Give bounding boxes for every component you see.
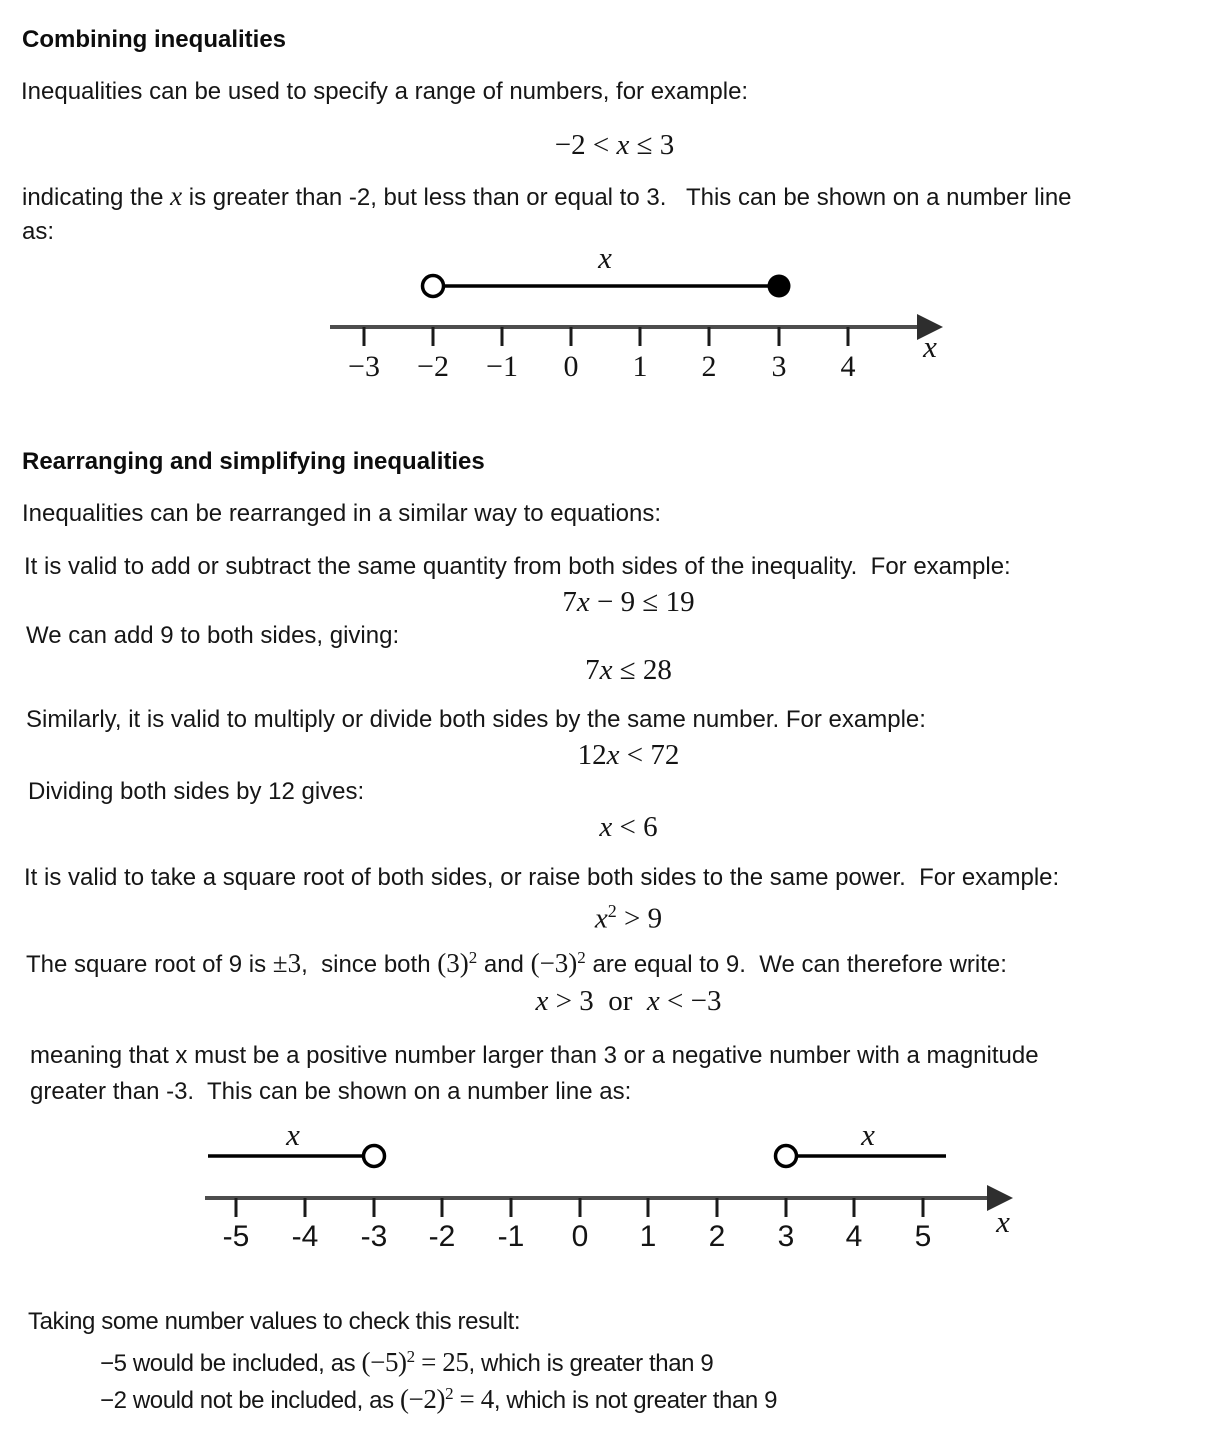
paragraph-indicating xyxy=(22,180,1072,214)
paragraph-indicating-cont: as: xyxy=(22,218,55,245)
formula-x-squared-gt-9 xyxy=(14,893,1229,937)
paragraph-square-root xyxy=(26,942,1007,981)
tick-label: 5 xyxy=(914,1220,932,1253)
math-segment: > 3 or xyxy=(548,985,647,1017)
math-segment: ≤ 3 xyxy=(629,129,675,161)
math-segment: > 9 xyxy=(616,902,663,935)
open-circle-at-minus-3 xyxy=(364,1146,385,1167)
math-segment: 7 xyxy=(562,586,577,618)
math-var-x: x xyxy=(606,739,620,771)
tick-label: 0 xyxy=(563,350,579,383)
math-segment: 7 xyxy=(585,654,600,686)
math-segment: (−2) xyxy=(399,1384,446,1414)
text-segment: are equal to 9. We can therefore write: xyxy=(585,951,1007,978)
paragraph: It is valid to add or subtract the same quantity from both sides of the inequality. For example: xyxy=(24,553,1011,580)
formula-x-lt-6 xyxy=(14,809,1229,845)
text-segment: , which is not greater than 9 xyxy=(493,1387,778,1414)
tick-label: 1 xyxy=(632,350,648,383)
text-segment: indicating the xyxy=(22,184,171,211)
tick-label: 3 xyxy=(771,350,787,383)
math-segment: = 25 xyxy=(414,1347,469,1377)
formula-7x-minus-9 xyxy=(14,584,1229,620)
tick-label: 4 xyxy=(845,1220,863,1253)
math-segment: < 6 xyxy=(612,811,658,843)
paragraph: We can add 9 to both sides, giving: xyxy=(26,622,400,649)
closed-circle-at-3 xyxy=(768,275,791,298)
number-line-1 xyxy=(325,240,955,385)
paragraph-check-intro: Taking some number values to check this result: xyxy=(28,1308,521,1335)
formula-range xyxy=(0,127,1229,163)
segment-label-x: x xyxy=(598,240,612,275)
axis-label-x: x xyxy=(996,1204,1010,1239)
math-segment: = 4 xyxy=(453,1384,494,1414)
tick-label: -5 xyxy=(222,1220,250,1253)
left-ray-label-x: x xyxy=(286,1117,300,1152)
text-segment: −5 would be included, as xyxy=(100,1350,362,1377)
math-var-x: x xyxy=(616,129,630,161)
open-circle-at-minus-2 xyxy=(423,276,444,297)
text-segment: −2 would not be included, as xyxy=(100,1387,400,1414)
math-superscript: 2 xyxy=(406,1347,415,1366)
paragraph: Similarly, it is valid to multiply or divide both sides by the same number. For example: xyxy=(26,706,926,733)
math-superscript: 2 xyxy=(577,948,586,967)
paragraph: greater than -3. This can be shown on a number line as: xyxy=(30,1078,632,1105)
math-segment: ≤ 28 xyxy=(612,654,672,686)
paragraph: Dividing both sides by 12 gives: xyxy=(28,778,365,805)
math-superscript: 2 xyxy=(607,901,617,921)
open-circle-at-3 xyxy=(776,1146,797,1167)
tick-label: -3 xyxy=(360,1220,388,1253)
math-var-x: x xyxy=(599,811,613,843)
math-segment: (−5) xyxy=(361,1347,407,1377)
section1-heading: Combining inequalities xyxy=(22,26,287,53)
tick-label: −2 xyxy=(417,350,449,383)
text-segment: is greater than -2, but less than or equal to 3. This can be shown on a number line xyxy=(182,184,1072,211)
formula-12x-lt-72 xyxy=(14,737,1229,773)
math-plus-minus-3: ±3 xyxy=(272,948,302,978)
formula-7x-le-28 xyxy=(14,652,1229,688)
tick-label: 3 xyxy=(777,1220,795,1253)
math-segment: < 72 xyxy=(619,739,680,771)
tick-label: -1 xyxy=(497,1220,525,1253)
paragraph-check-minus-5 xyxy=(100,1341,713,1380)
text-segment: , since both xyxy=(301,951,438,978)
math-superscript: 2 xyxy=(468,948,478,967)
paragraph: meaning that x must be a positive number larger than 3 or a negative number with a magnitude xyxy=(30,1042,1039,1069)
paragraph-intro: Inequalities can be used to specify a range of numbers, for example: xyxy=(21,78,749,105)
tick-label: −1 xyxy=(486,350,518,383)
math-segment: (−3) xyxy=(530,948,578,978)
number-line-2 xyxy=(200,1115,1025,1265)
math-var-x: x xyxy=(594,902,608,935)
math-var-x: x xyxy=(576,586,590,618)
section2-heading: Rearranging and simplifying inequalities xyxy=(22,448,485,475)
math-segment: − 9 ≤ 19 xyxy=(589,586,695,618)
math-var-x: x xyxy=(535,985,549,1017)
tick-label: 0 xyxy=(571,1220,589,1253)
tick-label: -2 xyxy=(428,1220,456,1253)
math-segment: (3) xyxy=(437,948,469,978)
formula-x-gt-3-or-x-lt-minus-3 xyxy=(14,983,1229,1019)
text-segment: , which is greater than 9 xyxy=(468,1350,714,1377)
paragraph-check-minus-2 xyxy=(100,1378,777,1417)
tick-label: 2 xyxy=(701,350,717,383)
tick-label: 2 xyxy=(708,1220,726,1253)
math-segment: < −3 xyxy=(659,985,722,1017)
axis-label-x: x xyxy=(923,329,937,364)
math-var-x: x xyxy=(599,654,613,686)
tick-label: 1 xyxy=(639,1220,657,1253)
math-superscript: 2 xyxy=(445,1384,454,1403)
tick-label: -4 xyxy=(291,1220,319,1253)
math-segment: −2 < xyxy=(554,129,617,161)
paragraph: It is valid to take a square root of both sides, or raise both sides to the same power. For example: xyxy=(24,864,1060,891)
paragraph: Inequalities can be rearranged in a similar way to equations: xyxy=(22,500,662,527)
tick-label: −3 xyxy=(348,350,380,383)
right-ray-label-x: x xyxy=(861,1117,875,1152)
text-segment: and xyxy=(477,951,531,978)
tick-label: 4 xyxy=(840,350,856,383)
math-segment: 12 xyxy=(577,739,607,771)
math-var-x: x xyxy=(646,985,660,1017)
math-var-x: x xyxy=(170,181,183,211)
text-segment: The square root of 9 is xyxy=(26,951,273,978)
